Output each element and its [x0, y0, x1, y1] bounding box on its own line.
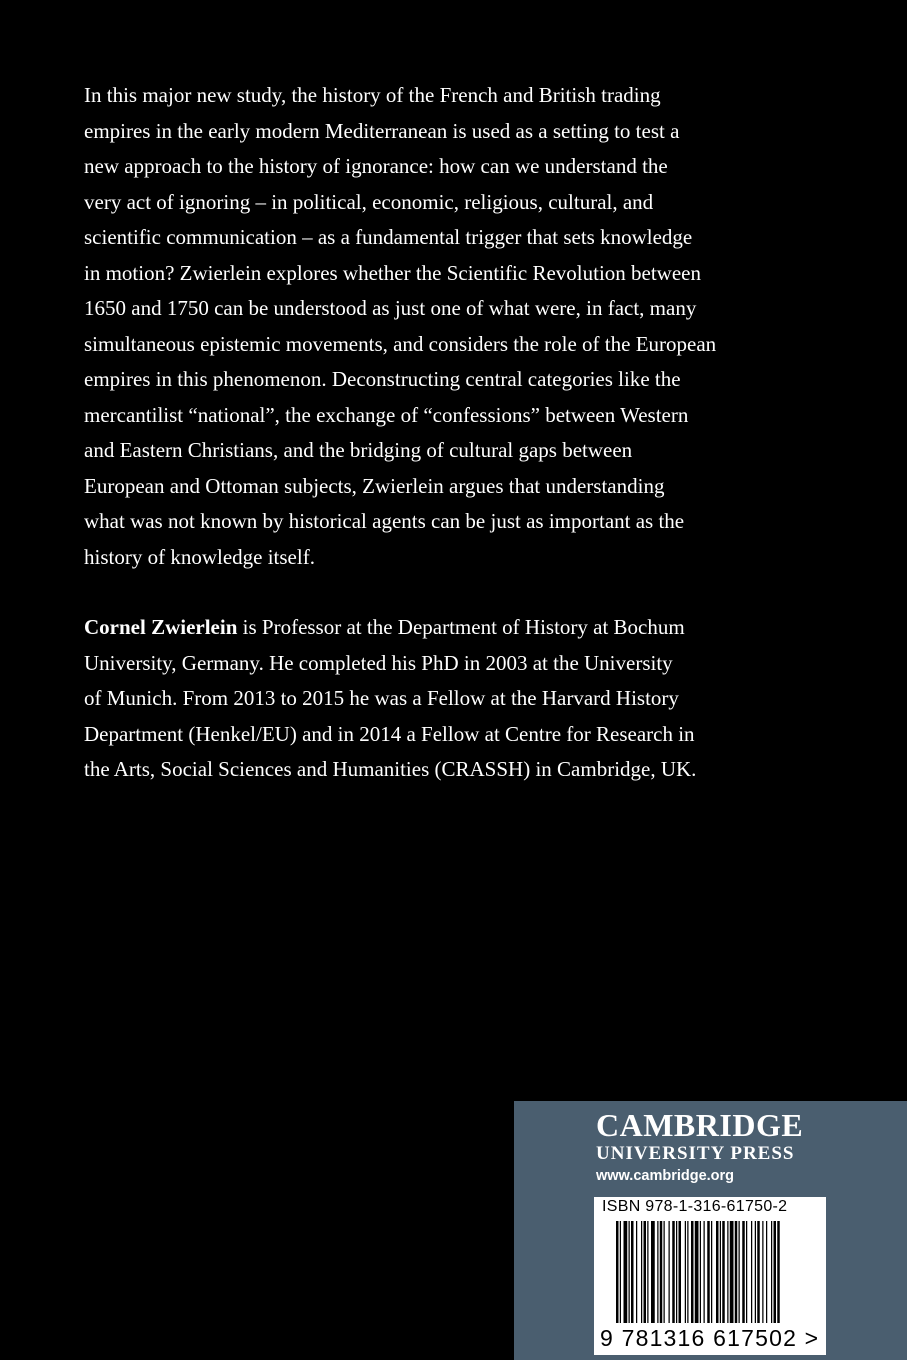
- barcode-bar: [722, 1221, 725, 1323]
- blurb-line: empires in the early modern Mediterranean is used as a setting to test a: [84, 118, 680, 143]
- bio-first-line: [84, 610, 824, 646]
- barcode-bar: [742, 1221, 745, 1323]
- bio-line: of Munich. From 2013 to 2015 he was a Fellow at the Harvard History: [84, 686, 679, 710]
- barcode-bar: [679, 1221, 682, 1323]
- barcode-bar: [704, 1221, 705, 1323]
- blurb-line: scientific communication – as a fundamental trigger that sets knowledge: [84, 225, 693, 249]
- blurb-line: in motion? Zwierlein explores whether the Scientific Revolution between: [84, 260, 701, 285]
- bio-line: Department (Henkel/EU) and in 2014 a Fellow at Centre for Research in: [84, 721, 695, 746]
- barcode-bar: [657, 1221, 658, 1323]
- barcode-bar: [730, 1221, 734, 1323]
- publisher-panel: [514, 1101, 907, 1360]
- publisher-url: www.cambridge.org: [596, 1168, 735, 1184]
- barcode-bar: [651, 1221, 655, 1323]
- barcode-bar: [774, 1221, 777, 1323]
- blurb-line: mercantilist “national”, the exchange of “confessions” between Western: [84, 402, 689, 427]
- barcode-bar: [669, 1221, 670, 1323]
- barcode-bar: [766, 1221, 767, 1323]
- blurb-line: simultaneous epistemic movements, and considers the role of the European: [84, 331, 717, 356]
- isbn-label: ISBN 978-1-316-61750-2: [602, 1198, 788, 1215]
- publisher-name: CAMBRIDGE: [596, 1107, 804, 1143]
- barcode-bar: [620, 1221, 621, 1323]
- barcode-bar: [707, 1221, 710, 1323]
- blurb-line: 1650 and 1750 can be understood as just one of what were, in fact, many: [84, 296, 697, 320]
- blurb-line: very act of ignoring – in political, economic, religious, cultural, and: [84, 189, 654, 214]
- barcode-bar: [672, 1221, 675, 1323]
- barcode-bar: [757, 1221, 760, 1323]
- barcode-bar: [771, 1221, 772, 1323]
- barcode-bar: [700, 1221, 701, 1323]
- barcode-bar: [762, 1221, 763, 1323]
- barcode-bar: [664, 1221, 665, 1323]
- blurb-line: In this major new study, the history of the French and British trading: [84, 83, 661, 107]
- barcode-bar: [739, 1221, 740, 1323]
- barcode-bar: [644, 1221, 647, 1323]
- blurb-line: empires in this phenomenon. Deconstructing central categories like the: [84, 367, 681, 391]
- author-bio: [84, 610, 824, 788]
- barcode-bar: [777, 1221, 780, 1323]
- barcode-bar: [660, 1221, 663, 1323]
- barcode-bar: [727, 1221, 728, 1323]
- barcode-bar: [616, 1221, 619, 1323]
- barcode-bar: [641, 1221, 642, 1323]
- barcode-bar: [735, 1221, 738, 1323]
- blurb-line: new approach to the history of ignorance: how can we understand the: [84, 154, 668, 178]
- bio-line: the Arts, Social Sciences and Humanities (CRASSH) in Cambridge, UK.: [84, 757, 697, 781]
- blurb-line: what was not known by historical agents can be just as important as the: [84, 509, 685, 533]
- barcode-bar: [685, 1221, 686, 1323]
- bio-line: University, Germany. He completed his PhD in 2003 at the University: [84, 650, 673, 675]
- barcode-panel: [594, 1197, 826, 1355]
- barcode-bar: [687, 1221, 688, 1323]
- blurb-line: and Eastern Christians, and the bridging of cultural gaps between: [84, 438, 633, 462]
- bio-first-line-text: is Professor at the Department of History at Bochum: [237, 615, 685, 639]
- barcode-bar: [647, 1221, 648, 1323]
- barcode-bar: [716, 1221, 719, 1323]
- barcode-bar: [629, 1221, 630, 1323]
- barcode-bar: [755, 1221, 756, 1323]
- barcode-bar: [691, 1221, 694, 1323]
- barcode-bar: [695, 1221, 699, 1323]
- barcode-bar: [720, 1221, 721, 1323]
- barcode-bar: [636, 1221, 637, 1323]
- barcode-bar: [624, 1221, 628, 1323]
- author-name: Cornel Zwierlein: [84, 615, 238, 639]
- barcode-bar: [631, 1221, 634, 1323]
- barcode-bar: [746, 1221, 747, 1323]
- blurb-line: European and Ottoman subjects, Zwierlein argues that understanding: [84, 473, 665, 498]
- barcode-bar: [711, 1221, 712, 1323]
- book-description: [84, 78, 824, 575]
- publisher-subname: UNIVERSITY PRESS: [596, 1143, 795, 1164]
- blurb-line: history of knowledge itself.: [84, 544, 315, 569]
- barcode-bar: [751, 1221, 752, 1323]
- barcode-bar: [676, 1221, 677, 1323]
- barcode-digits: 9 781316 617502 >: [600, 1325, 820, 1351]
